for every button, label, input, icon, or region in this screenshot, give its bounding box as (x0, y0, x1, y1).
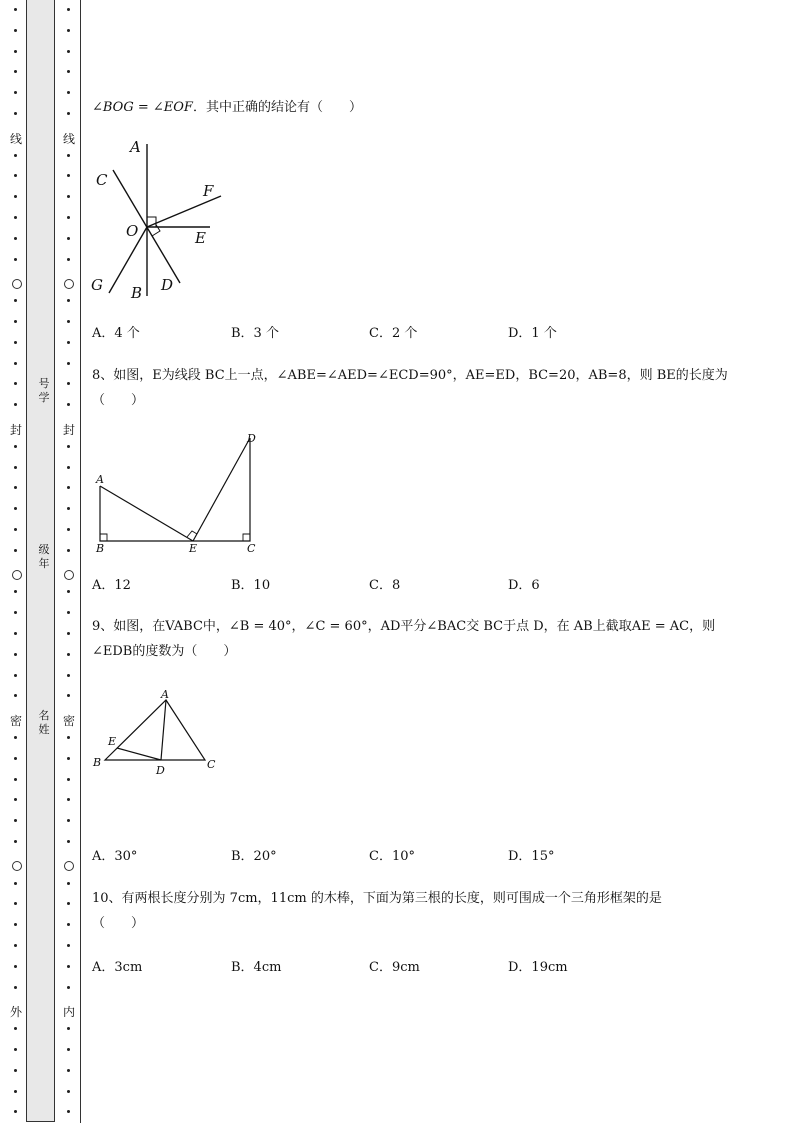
binding-dot (14, 778, 17, 781)
q9-stem-line1 (92, 618, 715, 636)
binding-dot (14, 653, 17, 656)
binding-dot (14, 694, 17, 697)
binding-dot (67, 819, 70, 822)
label-d: D (161, 276, 174, 294)
binding-dot (67, 632, 70, 635)
q9-figure (90, 688, 225, 780)
binding-dot (14, 757, 17, 760)
binding-dot (14, 445, 17, 448)
binding-dot (14, 840, 17, 843)
binding-dot (14, 29, 17, 32)
label-b: B (96, 542, 105, 555)
q8-number: 8、 (92, 368, 114, 383)
outer-mark-line: 线 (9, 132, 22, 146)
q7-option-c[interactable]: C．2 个 (369, 326, 418, 341)
binding-dot (14, 986, 17, 989)
inner-mark-seal: 封 (62, 423, 75, 437)
q10-option-c[interactable]: C．9cm (369, 960, 420, 975)
binding-dot (14, 507, 17, 510)
inner-mark-line: 线 (62, 132, 75, 146)
outer-circle-2 (12, 570, 22, 580)
binding-dot (67, 674, 70, 677)
binding-dot (14, 902, 17, 905)
binding-dot (67, 70, 70, 73)
q7-option-d[interactable]: D．1 个 (508, 326, 557, 341)
inner-mark-inside: 内 (62, 1005, 75, 1019)
q9-option-c[interactable]: C．10° (369, 849, 415, 864)
binding-dot (14, 466, 17, 469)
binding-dot (67, 382, 70, 385)
q8-option-d[interactable]: D．6 (508, 578, 540, 593)
binding-dot (14, 1110, 17, 1113)
binding-dot (14, 819, 17, 822)
binding-dot (67, 299, 70, 302)
binding-dot (67, 216, 70, 219)
binding-dot (14, 403, 17, 406)
q8-outline (100, 438, 250, 541)
ray-of (147, 196, 221, 227)
binding-dot (67, 653, 70, 656)
q7-stem-text: ．其中正确的结论有（ ） (192, 100, 362, 115)
binding-dot (67, 736, 70, 739)
binding-dot (67, 258, 70, 261)
binding-dot (14, 1090, 17, 1093)
binding-dot (67, 1027, 70, 1030)
label-d: D (247, 432, 256, 445)
binding-dot (67, 466, 70, 469)
field-grade: 级年 (38, 543, 50, 570)
right-angle-c (243, 534, 250, 541)
binding-dot (14, 382, 17, 385)
binding-dot (67, 445, 70, 448)
binding-dot (14, 91, 17, 94)
label-a: A (96, 473, 104, 486)
binding-dot (67, 237, 70, 240)
binding-dot (67, 195, 70, 198)
inner-circle-1 (64, 279, 74, 289)
binding-dot (14, 341, 17, 344)
label-e: E (195, 229, 206, 247)
q9-option-a[interactable]: A．30° (92, 849, 138, 864)
binding-dot (14, 112, 17, 115)
q7-figure (85, 132, 235, 304)
segment-ad (161, 700, 166, 760)
binding-dot (67, 902, 70, 905)
label-c: C (96, 171, 108, 189)
right-angle-b (100, 534, 107, 541)
binding-dot (67, 341, 70, 344)
binding-dot (67, 1048, 70, 1051)
binding-dot (14, 237, 17, 240)
segment-ed (193, 438, 250, 541)
binding-dot (67, 757, 70, 760)
binding-dot (67, 694, 70, 697)
outer-circle-1 (12, 279, 22, 289)
binding-dot (14, 299, 17, 302)
binding-dot (14, 50, 17, 53)
binding-dot (67, 1110, 70, 1113)
binding-dot (14, 944, 17, 947)
q7-stem (92, 99, 362, 117)
binding-dot (67, 174, 70, 177)
binding-dot (14, 1027, 17, 1030)
binding-dot (14, 632, 17, 635)
q7-option-a[interactable]: A．4 个 (92, 326, 140, 341)
q8-stem-line1 (92, 367, 728, 385)
binding-dot (67, 486, 70, 489)
binding-dot (14, 549, 17, 552)
binding-dot (14, 320, 17, 323)
q9-number: 9、 (92, 619, 114, 634)
label-o: O (126, 222, 139, 240)
binding-dot (14, 1069, 17, 1072)
binding-dot (14, 8, 17, 11)
binding-dot (67, 882, 70, 885)
binding-dot (14, 216, 17, 219)
binding-dot (14, 1048, 17, 1051)
binding-dot (14, 528, 17, 531)
inner-mark-secret: 密 (62, 714, 75, 728)
q7-stem-math: ∠BOG = ∠EOF (92, 100, 193, 115)
binding-dot (67, 528, 70, 531)
field-student-number: 号学 (38, 377, 50, 404)
binding-dot (67, 798, 70, 801)
binding-dot (14, 674, 17, 677)
inner-circle-2 (64, 570, 74, 580)
q9-stem-text: 如图，在VABC中，∠B = 40°，∠C = 60°，AD平分∠BAC交 BC于点 D，在 AB上截取AE = AC，则 (113, 619, 716, 634)
q10-option-b[interactable]: B．4cm (231, 960, 282, 975)
q10-stem-text: 有两根长度分别为 7cm，11cm 的木棒，下面为第三根的长度，则可围成一个三角形框架的是 (121, 891, 662, 906)
q8-stem-line2: （ ） (92, 393, 145, 408)
binding-dot (14, 70, 17, 73)
binding-dot (67, 549, 70, 552)
outer-mark-secret: 密 (9, 714, 22, 728)
q9-option-b[interactable]: B．20° (231, 849, 277, 864)
binding-dot (14, 258, 17, 261)
binding-dot (14, 154, 17, 157)
label-c: C (207, 758, 216, 771)
segment-ed (117, 748, 161, 760)
binding-dot (14, 174, 17, 177)
triangle-abc (105, 700, 205, 760)
q8-option-c[interactable]: C．8 (369, 578, 401, 593)
inner-circle-3 (64, 861, 74, 871)
outer-mark-seal: 封 (9, 423, 22, 437)
binding-dot (14, 965, 17, 968)
binding-dot (67, 50, 70, 53)
label-d: D (156, 764, 165, 777)
binding-rule (80, 0, 81, 1123)
binding-dot (67, 611, 70, 614)
binding-dot (67, 91, 70, 94)
binding-dot (67, 944, 70, 947)
binding-margin (0, 0, 82, 1123)
binding-dot (67, 590, 70, 593)
binding-dot (67, 1069, 70, 1072)
binding-dot (67, 112, 70, 115)
label-e: E (108, 735, 117, 748)
binding-dot (67, 403, 70, 406)
binding-dot (67, 923, 70, 926)
label-b: B (131, 284, 143, 302)
binding-dot (67, 29, 70, 32)
binding-dot (14, 923, 17, 926)
binding-dot (67, 362, 70, 365)
q9-stem-line2: ∠EDB的度数为（ ） (92, 644, 237, 659)
binding-dot (67, 320, 70, 323)
label-b: B (93, 756, 102, 769)
outer-circle-3 (12, 861, 22, 871)
outer-mark-outside: 外 (9, 1005, 22, 1019)
binding-dot (14, 195, 17, 198)
q7-option-b[interactable]: B．3 个 (231, 326, 279, 341)
binding-dot (67, 507, 70, 510)
binding-dot (14, 611, 17, 614)
binding-dot (67, 965, 70, 968)
q10-stem-line2: （ ） (92, 916, 145, 931)
q8-option-a[interactable]: A．12 (92, 578, 131, 593)
binding-dot (14, 882, 17, 885)
binding-dot (67, 778, 70, 781)
label-a: A (161, 688, 169, 701)
binding-dot (67, 1090, 70, 1093)
binding-dot (67, 154, 70, 157)
q8-option-b[interactable]: B．10 (231, 578, 271, 593)
binding-dot (14, 486, 17, 489)
q9-option-d[interactable]: D．15° (508, 849, 555, 864)
q10-stem-line1 (92, 890, 662, 908)
binding-dot (14, 798, 17, 801)
binding-dot (14, 362, 17, 365)
segment-ae (100, 486, 193, 541)
q8-figure (92, 430, 262, 558)
label-c: C (247, 542, 256, 555)
binding-dot (14, 736, 17, 739)
label-f: F (203, 182, 214, 200)
binding-dot (67, 986, 70, 989)
binding-dot (67, 8, 70, 11)
q10-number: 10、 (92, 891, 122, 906)
label-a: A (130, 138, 141, 156)
q10-option-a[interactable]: A．3cm (92, 960, 143, 975)
label-g: G (91, 276, 103, 294)
binding-dot (14, 590, 17, 593)
q8-stem-text: 如图，E为线段 BC上一点，∠ABE=∠AED=∠ECD=90°，AE=ED，BC=20，AB=8，则 BE的长度为 (113, 368, 728, 383)
binding-dot (67, 840, 70, 843)
field-name: 名姓 (38, 709, 50, 736)
label-e: E (189, 542, 198, 555)
q10-option-d[interactable]: D．19cm (508, 960, 568, 975)
